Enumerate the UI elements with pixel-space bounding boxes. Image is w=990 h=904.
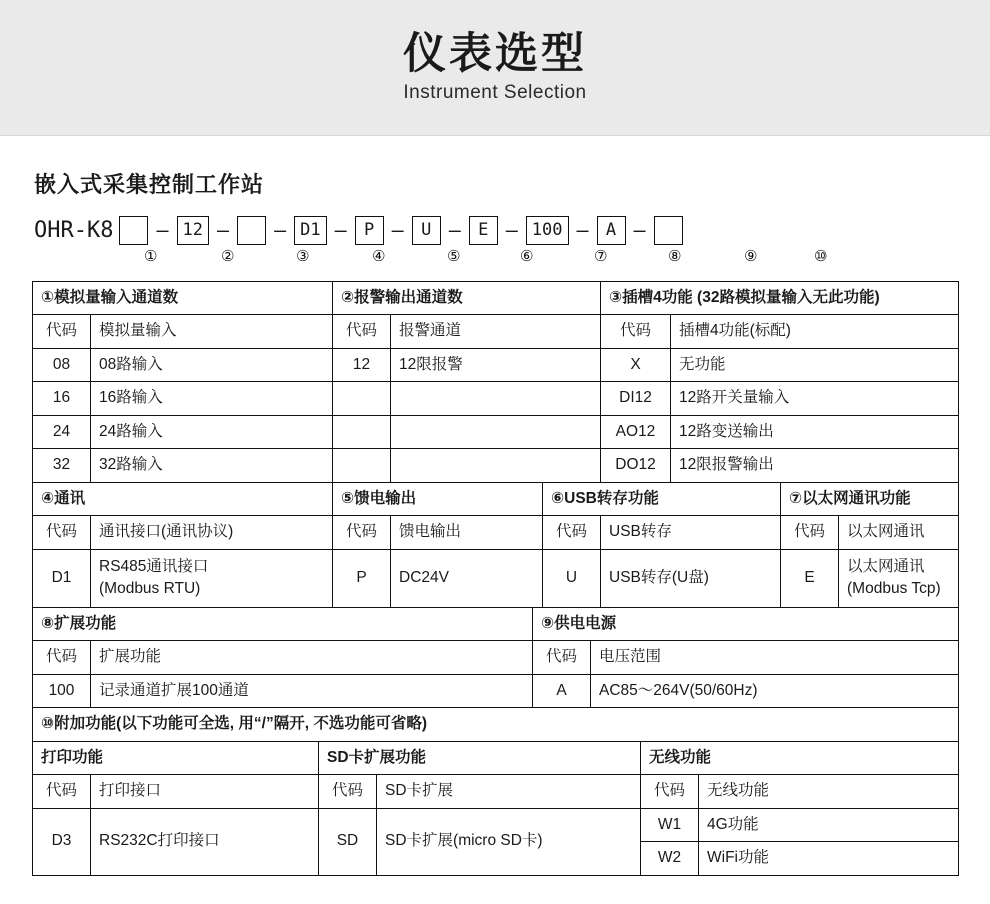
group2-col-desc: 报警通道 xyxy=(391,315,601,348)
group10-sub1-code-1: D3 xyxy=(33,808,91,875)
banner-title: 仪表选型 xyxy=(403,29,587,78)
group2-code-1: 12 xyxy=(333,348,391,381)
group7-desc-1-line2: (Modbus Tcp) xyxy=(847,580,941,598)
code-box-6: U xyxy=(412,216,441,245)
code-box-2: 12 xyxy=(177,216,209,245)
marker-10: ⑩ xyxy=(814,248,828,265)
group10-sub3-col-code: 代码 xyxy=(641,775,699,808)
group7-col-code: 代码 xyxy=(781,516,839,549)
model-marker-row xyxy=(34,247,958,273)
group2-desc-1: 12限报警 xyxy=(391,348,601,381)
marker-3: ③ xyxy=(296,248,310,265)
marker-9: ⑨ xyxy=(744,248,758,265)
group3-code-1: X xyxy=(601,348,671,381)
group3-code-2: DI12 xyxy=(601,382,671,415)
group3-code-3: AO12 xyxy=(601,415,671,448)
group10-sub3-desc-1: 4G功能 xyxy=(699,808,959,841)
table-row xyxy=(33,808,959,841)
group10-sub2-col-desc: SD卡扩展 xyxy=(377,775,641,808)
marker-1: ① xyxy=(144,248,158,265)
spec-table-row1 xyxy=(32,281,959,483)
marker-7: ⑦ xyxy=(594,248,608,265)
group10-sub2-desc-1: SD卡扩展(micro SD卡) xyxy=(377,808,641,875)
banner-subtitle: Instrument Selection xyxy=(403,82,587,104)
group3-desc-1: 无功能 xyxy=(671,348,959,381)
group3-desc-4: 12限报警输出 xyxy=(671,449,959,482)
table-row xyxy=(33,315,959,348)
table-row xyxy=(33,482,959,515)
group4-header: ④通讯 xyxy=(33,482,333,515)
group3-desc-2: 12路开关量输入 xyxy=(671,382,959,415)
table-row xyxy=(33,549,959,607)
group1-col-desc: 模拟量输入 xyxy=(91,315,333,348)
group4-col-code: 代码 xyxy=(33,516,91,549)
table-row xyxy=(33,607,959,640)
model-code-row xyxy=(34,213,958,247)
group1-col-code: 代码 xyxy=(33,315,91,348)
separator-2: — xyxy=(217,218,230,242)
group10-sub2-header: SD卡扩展功能 xyxy=(319,741,641,774)
group1-header: ①模拟量输入通道数 xyxy=(33,282,333,315)
group9-col-code: 代码 xyxy=(533,641,591,674)
group5-header: ⑤馈电输出 xyxy=(333,482,543,515)
group10-sub2-col-code: 代码 xyxy=(319,775,377,808)
group6-header: ⑥USB转存功能 xyxy=(543,482,781,515)
group2-desc-3 xyxy=(391,415,601,448)
group10-sub2-code-1: SD xyxy=(319,808,377,875)
group4-desc-1-line2: (Modbus RTU) xyxy=(99,580,201,598)
page-title: 嵌入式采集控制工作站 xyxy=(34,172,265,197)
marker-6: ⑥ xyxy=(520,248,534,265)
code-box-3 xyxy=(237,216,266,245)
group7-code-1: E xyxy=(781,549,839,607)
group4-code-1: D1 xyxy=(33,549,91,607)
group7-desc-1-line1: 以太网通讯 xyxy=(847,557,925,575)
group10-sub3-code-2: W2 xyxy=(641,842,699,875)
content-area xyxy=(0,136,990,876)
group8-code-1: 100 xyxy=(33,674,91,707)
group10-header: ⑩附加功能(以下功能可全选, 用“/”隔开, 不选功能可省略) xyxy=(33,708,959,741)
group3-col-desc: 插槽4功能(标配) xyxy=(671,315,959,348)
separator-5: — xyxy=(391,218,404,242)
group1-desc-2: 16路输入 xyxy=(91,382,333,415)
separator-7: — xyxy=(505,218,518,242)
group5-code-1: P xyxy=(333,549,391,607)
group3-header: ③插槽4功能 (32路模拟量输入无此功能) xyxy=(601,282,959,315)
code-box-1 xyxy=(119,216,148,245)
group9-col-desc: 电压范围 xyxy=(591,641,959,674)
group2-code-4 xyxy=(333,449,391,482)
group1-code-3: 24 xyxy=(33,415,91,448)
separator-8: — xyxy=(576,218,589,242)
group6-code-1: U xyxy=(543,549,601,607)
group6-col-code: 代码 xyxy=(543,516,601,549)
marker-5: ⑤ xyxy=(447,248,461,265)
spec-table-row2 xyxy=(32,482,959,608)
group2-desc-2 xyxy=(391,382,601,415)
page-banner xyxy=(0,0,990,136)
group10-sub1-col-code: 代码 xyxy=(33,775,91,808)
group9-desc-1: AC85～264V(50/60Hz) xyxy=(591,674,959,707)
code-box-5: P xyxy=(355,216,384,245)
group8-col-code: 代码 xyxy=(33,641,91,674)
code-box-8: 100 xyxy=(526,216,569,245)
group2-col-code: 代码 xyxy=(333,315,391,348)
group5-desc-1: DC24V xyxy=(391,549,543,607)
model-prefix: OHR-K8 xyxy=(34,217,114,243)
code-box-9: A xyxy=(597,216,626,245)
group1-code-2: 16 xyxy=(33,382,91,415)
marker-4: ④ xyxy=(372,248,386,265)
group2-code-2 xyxy=(333,382,391,415)
group8-desc-1: 记录通道扩展100通道 xyxy=(91,674,533,707)
table-row xyxy=(33,741,959,774)
table-row xyxy=(33,449,959,482)
table-row xyxy=(33,415,959,448)
code-box-10 xyxy=(654,216,683,245)
separator-3: — xyxy=(274,218,287,242)
table-row xyxy=(33,708,959,741)
group8-header: ⑧扩展功能 xyxy=(33,607,533,640)
group9-header: ⑨供电电源 xyxy=(533,607,959,640)
marker-8: ⑧ xyxy=(668,248,682,265)
group7-header: ⑦以太网通讯功能 xyxy=(781,482,959,515)
code-box-4: D1 xyxy=(294,216,326,245)
group9-code-1: A xyxy=(533,674,591,707)
group10-sub3-code-1: W1 xyxy=(641,808,699,841)
group1-desc-4: 32路输入 xyxy=(91,449,333,482)
group10-sub3-header: 无线功能 xyxy=(641,741,959,774)
table-row xyxy=(33,516,959,549)
group1-desc-3: 24路输入 xyxy=(91,415,333,448)
group2-code-3 xyxy=(333,415,391,448)
group1-desc-1: 08路输入 xyxy=(91,348,333,381)
group7-desc-1 xyxy=(839,549,959,607)
group1-code-4: 32 xyxy=(33,449,91,482)
table-row xyxy=(33,775,959,808)
group8-col-desc: 扩展功能 xyxy=(91,641,533,674)
code-box-7: E xyxy=(469,216,498,245)
table-row xyxy=(33,641,959,674)
group4-desc-1-line1: RS485通讯接口 xyxy=(99,557,209,575)
group3-code-4: DO12 xyxy=(601,449,671,482)
group5-col-desc: 馈电输出 xyxy=(391,516,543,549)
group4-col-desc: 通讯接口(通讯协议) xyxy=(91,516,333,549)
separator-9: — xyxy=(633,218,646,242)
group4-desc-1 xyxy=(91,549,333,607)
group10-sub3-col-desc: 无线功能 xyxy=(699,775,959,808)
group3-col-code: 代码 xyxy=(601,315,671,348)
spec-table-row4 xyxy=(32,707,959,875)
group10-sub1-header: 打印功能 xyxy=(33,741,319,774)
group6-desc-1: USB转存(U盘) xyxy=(601,549,781,607)
table-row xyxy=(33,674,959,707)
group2-desc-4 xyxy=(391,449,601,482)
group10-sub3-desc-2: WiFi功能 xyxy=(699,842,959,875)
table-row xyxy=(33,282,959,315)
group6-col-desc: USB转存 xyxy=(601,516,781,549)
group10-sub1-desc-1: RS232C打印接口 xyxy=(91,808,319,875)
separator-1: — xyxy=(156,218,169,242)
table-row xyxy=(33,382,959,415)
group5-col-code: 代码 xyxy=(333,516,391,549)
spec-table-row3 xyxy=(32,607,959,708)
group1-code-1: 08 xyxy=(33,348,91,381)
separator-6: — xyxy=(448,218,461,242)
separator-4: — xyxy=(334,218,347,242)
group10-sub1-col-desc: 打印接口 xyxy=(91,775,319,808)
marker-2: ② xyxy=(221,248,235,265)
group7-col-desc: 以太网通讯 xyxy=(839,516,959,549)
table-row xyxy=(33,348,959,381)
group3-desc-3: 12路变送输出 xyxy=(671,415,959,448)
group2-header: ②报警输出通道数 xyxy=(333,282,601,315)
